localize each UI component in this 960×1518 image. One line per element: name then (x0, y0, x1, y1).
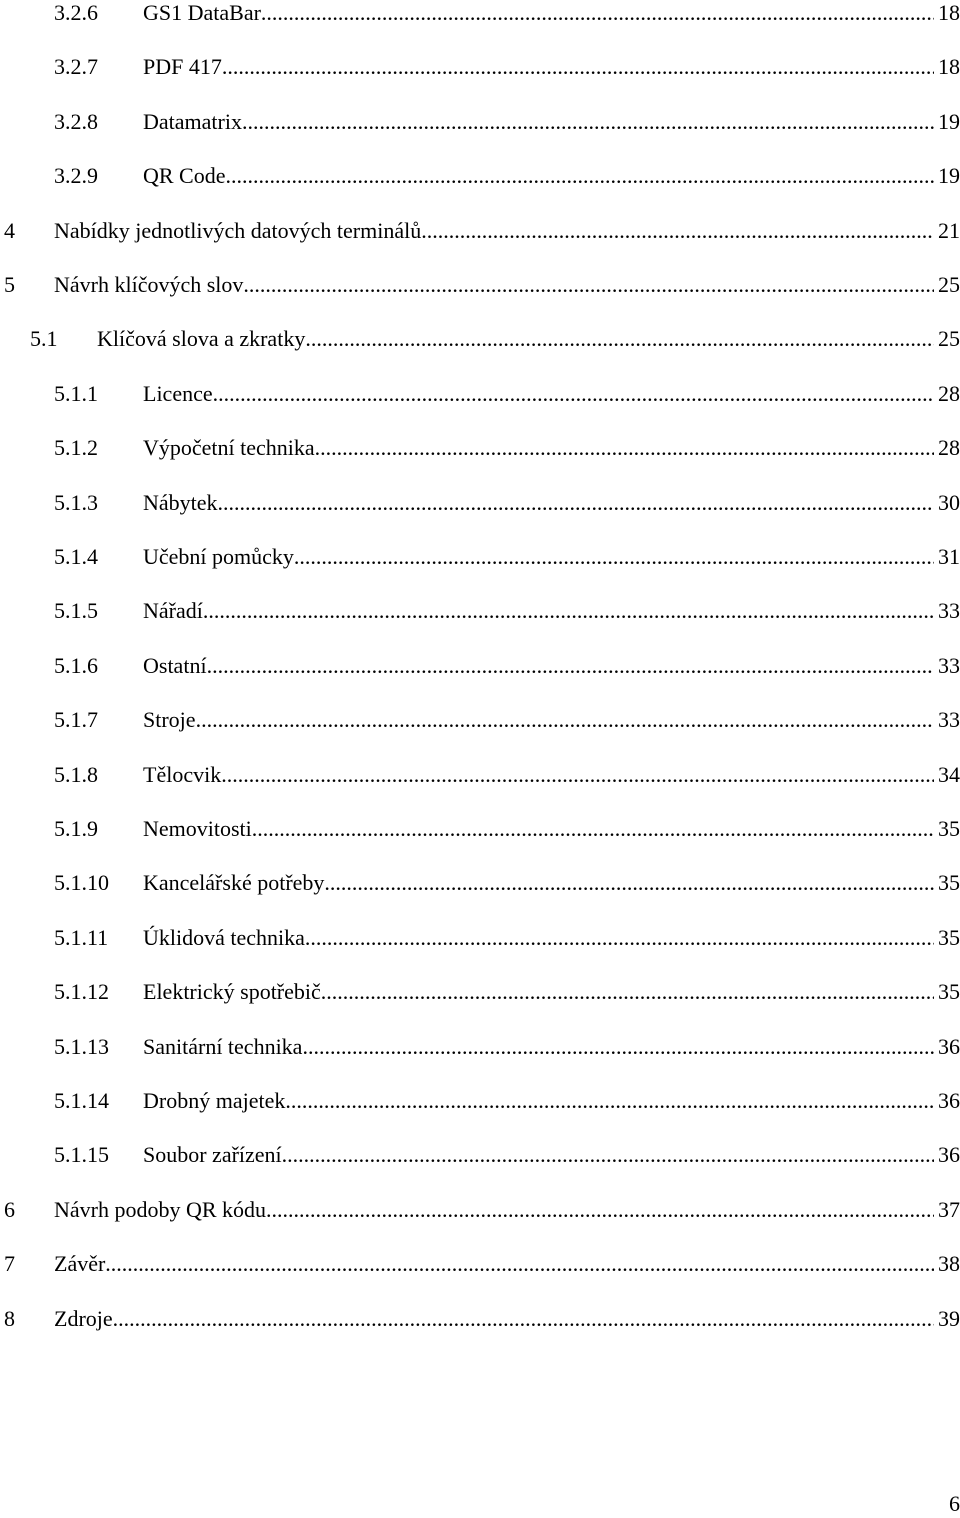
toc-entry[interactable] (0, 923, 960, 953)
toc-entry-number: 5.1.15 (54, 1142, 109, 1168)
toc-entry-line (143, 1140, 960, 1170)
toc-entry-number: 5.1 (30, 326, 58, 352)
toc-entry-line (143, 760, 960, 790)
toc-entry-line (143, 977, 960, 1007)
toc-entry-number: 5.1.7 (54, 707, 98, 733)
toc-entry-number: 5.1.10 (54, 870, 109, 896)
toc-entry-number: 5.1.9 (54, 816, 98, 841)
toc-dot-leader (252, 814, 934, 844)
toc-entry-line (143, 161, 960, 191)
toc-entry-page: 37 (934, 1195, 960, 1225)
toc-entry-title: Tělocvik (143, 760, 221, 790)
toc-entry-title: Úklidová technika (143, 923, 305, 953)
toc-dot-leader (282, 1140, 934, 1170)
toc-entry-number: 5.1.12 (54, 979, 109, 1005)
toc-dot-leader (221, 760, 934, 790)
toc-entry[interactable] (0, 596, 960, 626)
toc-entry-title: Návrh klíčových slov (54, 270, 243, 300)
toc-dot-leader (324, 868, 934, 898)
toc-entry-number: 5.1.14 (54, 1088, 109, 1113)
toc-entry[interactable] (0, 1032, 960, 1062)
toc-entry-page: 25 (934, 324, 960, 354)
toc-entry[interactable] (0, 107, 960, 137)
toc-entry-title: PDF 417 (143, 52, 222, 82)
toc-entry[interactable] (0, 1249, 960, 1279)
toc-entry-page: 35 (934, 923, 960, 953)
toc-entry-title: Výpočetní technika (143, 433, 315, 463)
toc-entry-number: 5.1.5 (54, 598, 98, 624)
toc-entry-line (143, 52, 960, 82)
toc-entry-number: 4 (4, 217, 15, 243)
toc-entry-page: 25 (934, 270, 960, 300)
toc-dot-leader (266, 1195, 934, 1225)
toc-entry-title: Stroje (143, 705, 196, 735)
toc-dot-leader (242, 107, 934, 137)
toc-entry-line (54, 1304, 960, 1334)
toc-entry-line (143, 1086, 960, 1116)
toc-entry-title: Nábytek (143, 488, 218, 518)
toc-entry-line (143, 488, 960, 518)
toc-dot-leader (105, 1249, 934, 1279)
toc-entry-page: 30 (934, 488, 960, 518)
toc-entry-title: Učební pomůcky (143, 542, 294, 572)
toc-entry-title: Nemovitosti (143, 814, 252, 844)
toc-entry-line (143, 542, 960, 572)
toc-entry-page: 35 (934, 868, 960, 898)
toc-dot-leader (321, 977, 934, 1007)
toc-entry-number: 3.2.7 (54, 54, 98, 80)
toc-entry-number: 5.1.2 (54, 435, 98, 461)
toc-entry[interactable] (0, 868, 960, 898)
toc-entry-title: QR Code (143, 161, 226, 191)
toc-entry-line (143, 107, 960, 137)
toc-entry[interactable] (0, 705, 960, 735)
toc-entry-line (54, 1249, 960, 1279)
toc-entry-number: 5.1.3 (54, 489, 98, 515)
toc-entry-number: 3.2.8 (54, 108, 98, 134)
toc-entry-number: 5.1.13 (54, 1033, 109, 1059)
toc-entry-page: 21 (934, 216, 960, 246)
toc-entry-title: Ostatní (143, 651, 207, 681)
toc-entry-page: 35 (934, 814, 960, 844)
toc-entry-page: 34 (934, 760, 960, 790)
toc-dot-leader (305, 324, 934, 354)
toc-entry-line (54, 216, 960, 246)
toc-entry[interactable] (0, 1195, 960, 1225)
toc-entry-line (143, 379, 960, 409)
toc-dot-leader (196, 705, 934, 735)
toc-dot-leader (113, 1304, 934, 1334)
toc-dot-leader (222, 52, 934, 82)
toc-entry-page: 35 (934, 977, 960, 1007)
toc-entry-title: Nářadí (143, 596, 203, 626)
toc-dot-leader (302, 1032, 934, 1062)
toc-entry-page: 28 (934, 433, 960, 463)
toc-entry-line (143, 651, 960, 681)
toc-entry-number: 5.1.4 (54, 544, 98, 569)
toc-dot-leader (207, 651, 934, 681)
toc-entry[interactable] (0, 0, 960, 28)
toc-entry-line (143, 1032, 960, 1062)
toc-entry[interactable] (0, 488, 960, 518)
toc-entry-page: 18 (934, 0, 960, 28)
toc-dot-leader (294, 542, 934, 572)
toc-dot-leader (315, 433, 934, 463)
toc-entry[interactable] (0, 1140, 960, 1170)
toc-entry-line (97, 324, 960, 354)
toc-dot-leader (213, 379, 934, 409)
toc-entry-page: 19 (934, 161, 960, 191)
toc-entry[interactable] (0, 324, 960, 354)
toc-entry[interactable] (0, 542, 960, 572)
toc-entry-title: Závěr (54, 1249, 105, 1279)
toc-entry[interactable] (0, 977, 960, 1007)
toc-dot-leader (421, 216, 934, 246)
toc-entry-title: Elektrický spotřebič (143, 977, 321, 1007)
toc-entry-page: 19 (934, 107, 960, 137)
toc-entry-number: 5.1.1 (54, 380, 98, 406)
toc-entry-line (143, 923, 960, 953)
toc-entry[interactable] (0, 161, 960, 191)
toc-dot-leader (285, 1086, 934, 1116)
toc-entry-number: 7 (4, 1251, 15, 1277)
toc-entry-title: GS1 DataBar (143, 0, 261, 28)
toc-entry-title: Datamatrix (143, 107, 242, 137)
toc-entry-page: 36 (934, 1086, 960, 1116)
toc-entry[interactable] (0, 433, 960, 463)
toc-entry-title: Soubor zařízení (143, 1140, 282, 1170)
toc-dot-leader (305, 923, 934, 953)
toc-entry[interactable] (0, 379, 960, 409)
toc-entry-title: Nabídky jednotlivých datových terminálů (54, 216, 421, 246)
toc-entry-number: 6 (4, 1196, 15, 1222)
toc-dot-leader (203, 596, 934, 626)
toc-entry-number: 5.1.8 (54, 761, 98, 787)
toc-entry-title: Klíčová slova a zkratky (97, 324, 305, 354)
toc-entry-page: 36 (934, 1032, 960, 1062)
toc-entry-page: 39 (934, 1304, 960, 1334)
toc-dot-leader (218, 488, 934, 518)
toc-entry-title: Návrh podoby QR kódu (54, 1195, 266, 1225)
toc-entry-line (143, 868, 960, 898)
toc-entry-page: 33 (934, 651, 960, 681)
toc-entry[interactable] (0, 1304, 960, 1334)
toc-entry[interactable] (0, 270, 960, 300)
toc-entry-number: 3.2.9 (54, 163, 98, 189)
toc-entry-number: 3.2.6 (54, 0, 98, 25)
toc-entry-line (143, 0, 960, 28)
toc-entry-number: 5 (4, 272, 15, 297)
toc-entry-number: 8 (4, 1305, 15, 1331)
toc-entry-page: 33 (934, 705, 960, 735)
toc-entry[interactable] (0, 216, 960, 246)
toc-entry-line (143, 705, 960, 735)
toc-entry[interactable] (0, 814, 960, 844)
toc-entry[interactable] (0, 651, 960, 681)
toc-entry-line (54, 1195, 960, 1225)
toc-entry-page: 18 (934, 52, 960, 82)
toc-entry-page: 28 (934, 379, 960, 409)
toc-entry-page: 31 (934, 542, 960, 572)
toc-entry-line (54, 270, 960, 300)
toc-entry-title: Kancelářské potřeby (143, 868, 324, 898)
toc-entry[interactable] (0, 52, 960, 82)
toc-entry-number: 5.1.11 (54, 924, 109, 950)
toc-entry-page: 33 (934, 596, 960, 626)
toc-entry-line (143, 596, 960, 626)
toc-entry-number: 5.1.6 (54, 652, 98, 678)
toc-entry-title: Sanitární technika (143, 1032, 302, 1062)
toc-dot-leader (261, 0, 934, 28)
toc-entry-title: Drobný majetek (143, 1086, 285, 1116)
toc-dot-leader (243, 270, 934, 300)
toc-entry-title: Licence (143, 379, 213, 409)
toc-entry-page: 38 (934, 1249, 960, 1279)
toc-entry[interactable] (0, 760, 960, 790)
toc-entry-page: 36 (934, 1140, 960, 1170)
toc-entry-title: Zdroje (54, 1304, 113, 1334)
page-number: 6 (949, 1491, 960, 1516)
toc-entry[interactable] (0, 1086, 960, 1116)
toc-dot-leader (226, 161, 935, 191)
toc-entry-line (143, 433, 960, 463)
toc-entry-line (143, 814, 960, 844)
